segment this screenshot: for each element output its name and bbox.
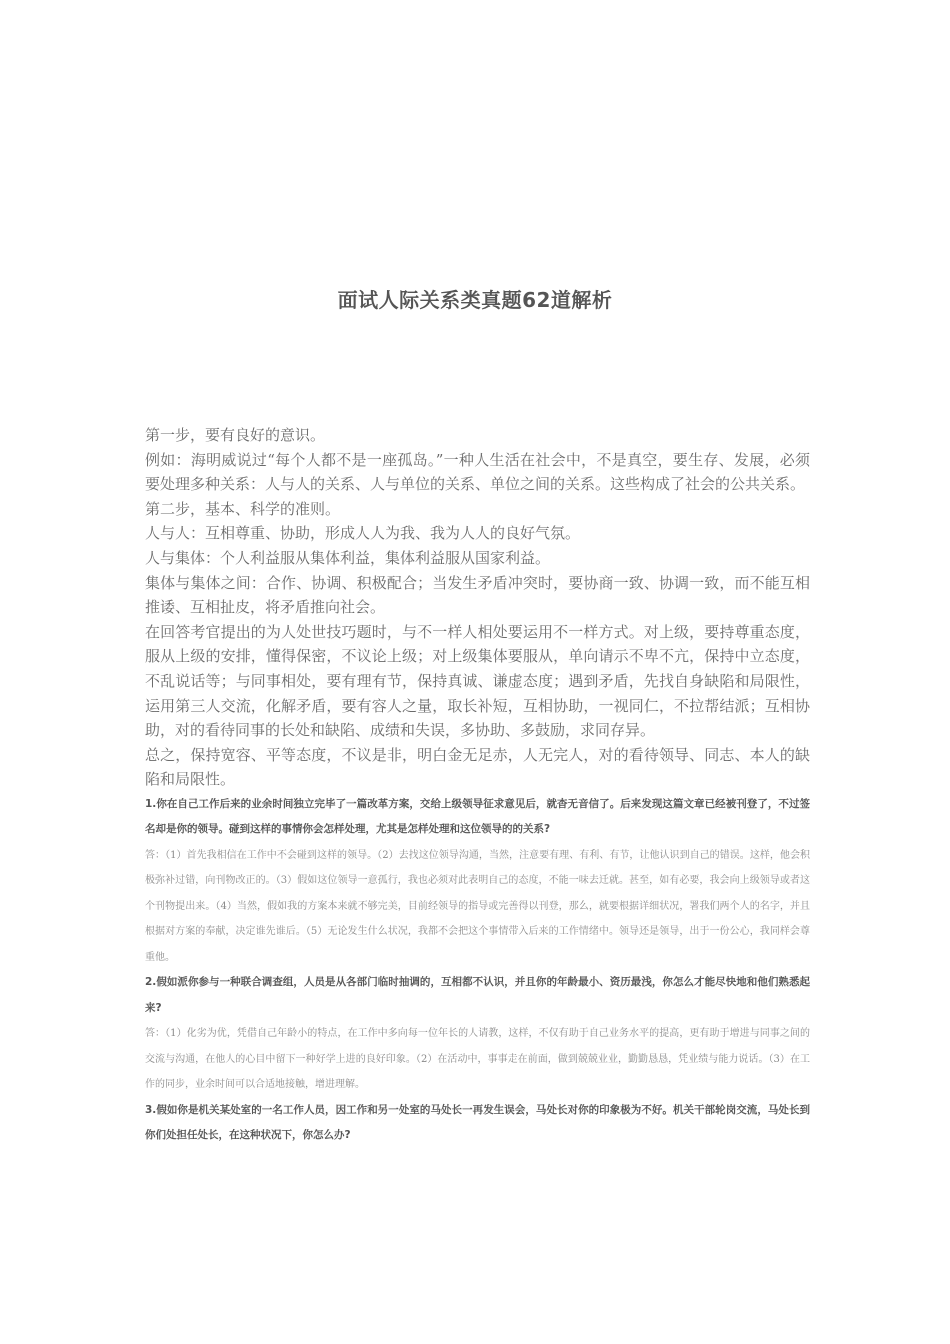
paragraph: 例如：海明威说过“每个人都不是一座孤岛。”一种人生活在社会中，不是真空，要生存、发展，必须要处理多种关系：人与人的关系、人与单位的关系、单位之间的关系。这些构成了社会的公共关系。	[145, 450, 810, 494]
question-list	[145, 792, 810, 1149]
paragraph: 人与人：互相尊重、协助，形成人人为我、我为人人的良好气氛。	[145, 524, 581, 543]
paragraph: 第二步，基本、科学的准则。	[145, 499, 341, 518]
question-3: 3.假如你是机关某处室的一名工作人员，因工作和另一处室的马处长一再发生误会，马处长对你的印象极为不好。机关干部轮岗交流，马处长到你们处担任处长，在这种状况下，你怎么办?	[145, 1103, 810, 1142]
answer-1: 答：（1）首先我相信在工作中不会碰到这样的领导。（2）去找这位领导沟通，当然，注意要有理、有利、有节，让他认识到自己的错误。这样，他会积极弥补过错，向刊物改正的。（3）假如这位领导一意孤行，我也必须对此表明自己的态度，不能一味去迁就。甚至，如有必要，我会向上级领导或者这个刊物提出来。（4）当然，假如我的方案本来就不够完美，目前经领导的指导或完善得以刊登，那么，就要根据详细状况，署我们两个人的名字，并且根据对方案的奉献，决定谁先谁后。（5）无论发生什么状况，我都不会把这个事情带入后来的工作情绪中。领导还是领导，出于一份公心，我同样会尊重他。	[145, 849, 810, 963]
document-title: 面试人际关系类真题62道解析	[337, 288, 613, 312]
question-2: 2.假如派你参与一种联合调查组，人员是从各部门临时抽调的，互相都不认识，并且你的年龄最小、资历最浅，你怎么才能尽快地和他们熟悉起来?	[145, 976, 810, 1014]
document-body	[145, 423, 810, 1149]
question-1: 1.你在自己工作后来的业余时间独立完毕了一篇改革方案，交给上级领导征求意见后，就杳无音信了。后来发现这篇文章已经被刊登了，不过签名却是你的领导。碰到这样的事情你会怎样处理，尤其是怎样处理和这位领导的的关系?	[145, 797, 810, 836]
paragraph: 集体与集体之间：合作、协调、积极配合；当发生矛盾冲突时，要协商一致、协调一致，而不能互相推诿、互相扯皮，将矛盾推向社会。	[145, 573, 810, 617]
paragraph: 总之，保持宽容、平等态度，不议是非，明白金无足赤，人无完人，对的看待领导、同志、本人的缺陷和局限性。	[145, 745, 810, 789]
paragraph: 在回答考官提出的为人处世技巧题时，与不一样人相处要运用不一样方式。对上级，要持尊重态度，服从上级的安排，懂得保密，不议论上级；对上级集体要服从，单向请示不卑不亢，保持中立态度，不乱说话等；与同事相处，要有理有节，保持真诚、谦虚态度；遇到矛盾，先找自身缺陷和局限性，运用第三人交流，化解矛盾，要有容人之量，取长补短，互相协助，一视同仁，不拉帮结派；互相协助，对的看待同事的长处和缺陷、成绩和失误，多协助、多鼓励，求同存异。	[145, 622, 810, 740]
answer-2: 答：（1）化劣为优，凭借自己年龄小的特点，在工作中多向每一位年长的人请教，这样，不仅有助于自己业务水平的提高，更有助于增进与同事之间的交流与沟通，在他人的心目中留下一种好学上进的良好印象。（2）在活动中，事事走在前面，做到兢兢业业，勤勤恳恳，凭业绩与能力说话。（3）在工作的同步，业余时间可以合适地接触，增进理解。	[145, 1028, 810, 1091]
paragraph: 人与集体：个人利益服从集体利益，集体利益服从国家利益。	[145, 548, 551, 567]
paragraph: 第一步，要有良好的意识。	[145, 426, 326, 444]
